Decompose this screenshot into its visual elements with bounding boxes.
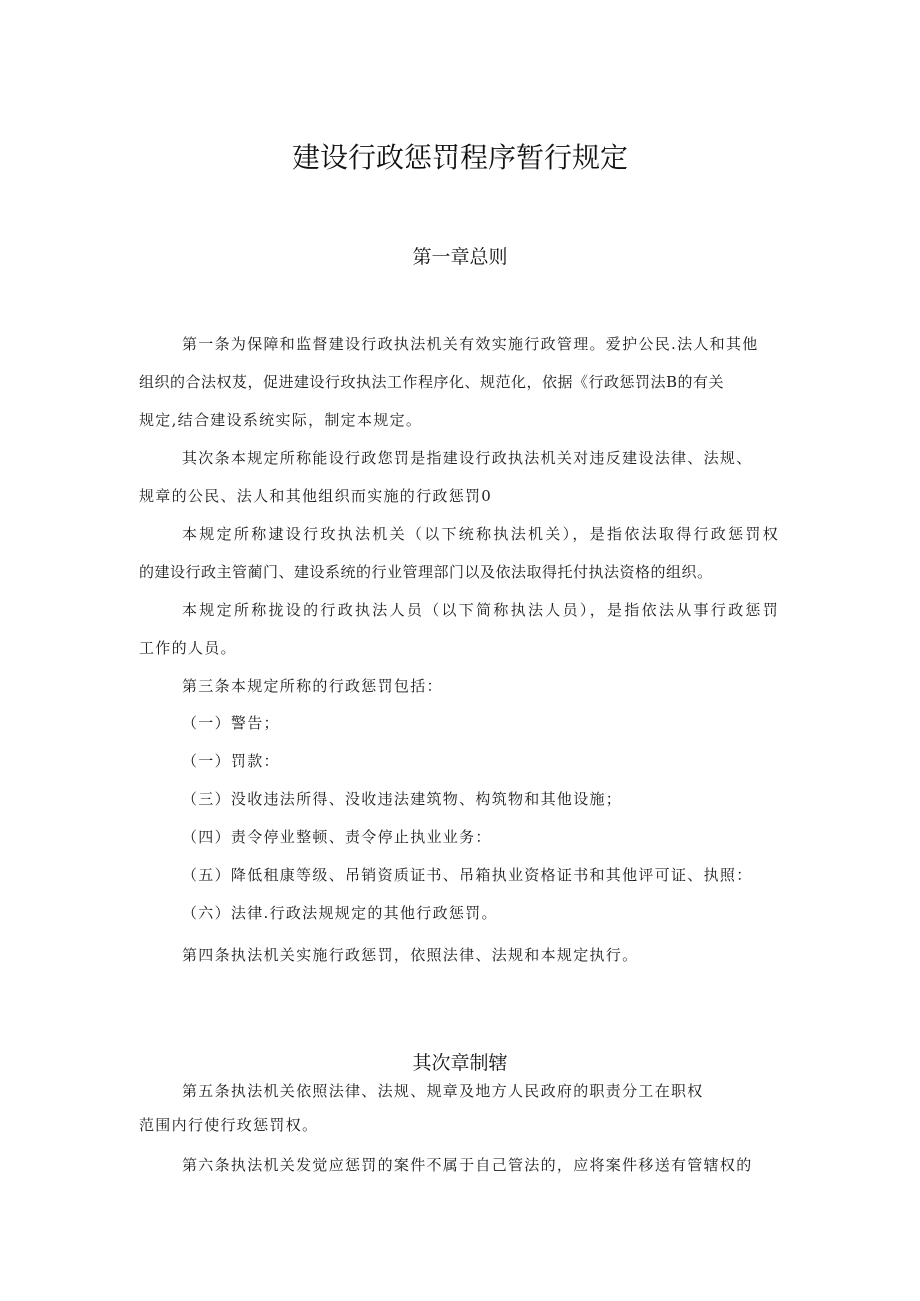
paragraph-line: 规定,结合建设系统实际，制定本规定。 — [139, 411, 423, 429]
paragraph-line: 第五条执法机关依照法律、法规、规章及地方人民政府的职责分工在职权 — [182, 1082, 704, 1100]
paragraph-line: 其次条本规定所称能设行政您罚是指建设行政执法机关对违反建设法律、法规、 — [182, 449, 753, 467]
paragraph-line: 的建设行政主管蔺门、建设系统的行业管理部门以及依法取得托付执法资格的组织。 — [139, 563, 713, 581]
paragraph-line: 范围内行使行玫惩罚权。 — [139, 1116, 319, 1134]
paragraph-line: 第六条执法机关发觉应惩罚的案件不属于自己管法的，应将案件移送有管辖权的 — [182, 1156, 753, 1174]
paragraph-line: 本规定所称逮设行玫执法机关（以下统称执法机关），是指依法取得行政惩罚权 — [182, 525, 781, 543]
list-item: （三）没收违法所得、没收违法建筑物、构筑物和其他设施； — [182, 790, 623, 808]
paragraph-line: 第三条本规定所称的行政惩罚包括： — [182, 677, 443, 695]
chapter-2-heading: 其次章制辖 — [412, 1052, 508, 1074]
list-item: （一）罚款： — [182, 752, 280, 770]
list-item: （五）降低租康等级、吊销资质证书、吊箱执业资格证书和其他评可证、执照： — [182, 866, 753, 884]
paragraph-line: 第四条执法机关实施行政惩罚，依照法律、法规和本规定执行。 — [182, 946, 639, 964]
paragraph-line: 规章的公民、法人和其他组织而实施的行政惩罚0 — [139, 487, 493, 505]
document-title: 建设行政惩罚程序暂行规定 — [291, 141, 628, 174]
paragraph-line: 组织的合法权芨，促进建设行玫执法工作程序化、规范化，依据《行政惩罚法B的有关 — [139, 373, 725, 391]
paragraph-line: 工作的人员。 — [139, 639, 237, 657]
paragraph-line: 本规定所称拢设的行政执法人员（以下简称执法人员），是指依法从事行政惩罚 — [182, 601, 781, 619]
list-item: （四）责令停业整顿、责令停止执业业务： — [182, 828, 492, 846]
list-item: （一）警告； — [182, 714, 280, 732]
paragraph-line: 第一条为保障和监督建设行政执法机关有效实施行政管理。爱护公民.法人和其他 — [182, 335, 759, 353]
chapter-1-heading: 第一章总则 — [412, 246, 508, 268]
list-item: （六）法律.行政法规规定的其他行政惩罚。 — [182, 904, 498, 922]
